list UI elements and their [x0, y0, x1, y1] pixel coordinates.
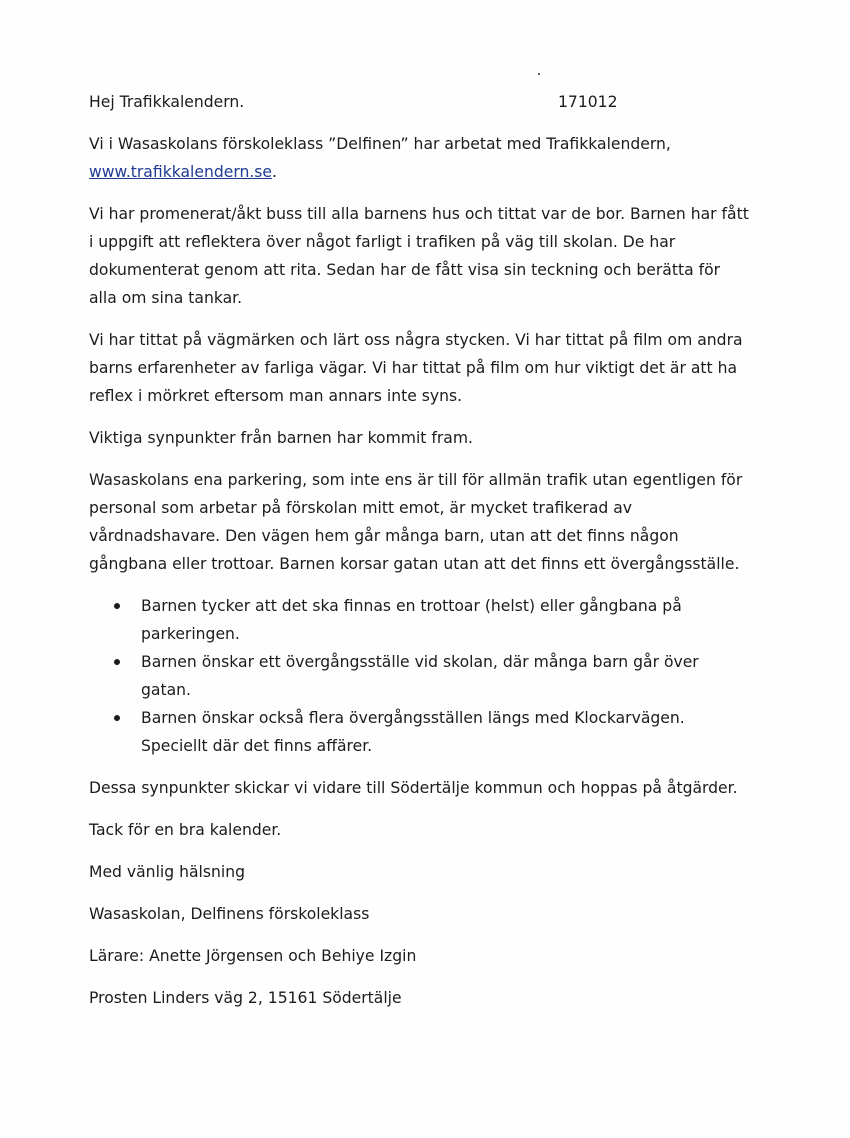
bullet-icon: [114, 715, 120, 721]
paragraph-films: Vi har tittat på vägmärken och lärt oss några stycken. Vi har tittat på film om andra barns erfarenheter av farliga vägar. Vi har tittat på film om hur viktigt det är att ha reflex i mörkret eftersom man annars inte syns.: [89, 331, 743, 405]
signature-school: Wasaskolan, Delfinens förskoleklass: [89, 905, 370, 923]
bullet-icon: [114, 659, 120, 665]
list-item-text: Barnen önskar ett övergångsställe vid skolan, där många barn går över gatan.: [141, 653, 699, 699]
list-item: [89, 704, 749, 760]
address-line: Prosten Linders väg 2, 15161 Södertälje: [89, 989, 402, 1007]
list-item-text: Barnen tycker att det ska finnas en trottoar (helst) eller gångbana på parkeringen.: [141, 597, 682, 643]
intro-punctuation: .: [272, 163, 277, 181]
regards-line: Med vänlig hälsning: [89, 863, 245, 881]
children-requests-list: [89, 592, 749, 760]
letter-header: [89, 88, 749, 116]
bullet-icon: [114, 603, 120, 609]
thanks-line: Tack för en bra kalender.: [89, 821, 282, 839]
teachers-line: Lärare: Anette Jörgensen och Behiye Izgin: [89, 947, 417, 965]
scan-speck: [538, 73, 540, 75]
intro-text: Vi i Wasaskolans förskoleklass ”Delfinen” har arbetat med Trafikkalendern,: [89, 135, 671, 153]
paragraph-viewpoints: Viktiga synpunkter från barnen har kommit fram.: [89, 429, 473, 447]
paragraph-parking: Wasaskolans ena parkering, som inte ens är till för allmän trafik utan egentligen för personal som arbetar på förskolan mitt emot, är mycket trafikerad av vårdnadshavare. Den vägen hem går många barn, utan att det finns någon gångbana eller trottoar. Barnen korsar gatan utan att det finns ett övergångsställe.: [89, 471, 743, 573]
list-item: [89, 592, 749, 648]
paragraph-activities: Vi har promenerat/åkt buss till alla barnens hus och tittat var de bor. Barnen har fått i uppgift att reflektera över något farligt i trafiken på väg till skolan. De har dokumenterat genom att rita. Sedan har de fått visa sin teckning och berätta för alla om sina tankar.: [89, 205, 749, 307]
closing-paragraph: Dessa synpunkter skickar vi vidare till Södertälje kommun och hoppas på åtgärder.: [89, 779, 738, 797]
list-item-text: Barnen önskar också flera övergångsställen längs med Klockarvägen. Speciellt där det finns affärer.: [141, 709, 685, 755]
list-item: [89, 648, 749, 704]
greeting: Hej Trafikkalendern.: [89, 93, 245, 111]
trafikkalendern-link[interactable]: www.trafikkalendern.se: [89, 163, 273, 181]
letter-date: 171012: [558, 93, 618, 111]
letter-body: [89, 88, 749, 1026]
intro-paragraph: [89, 130, 749, 186]
